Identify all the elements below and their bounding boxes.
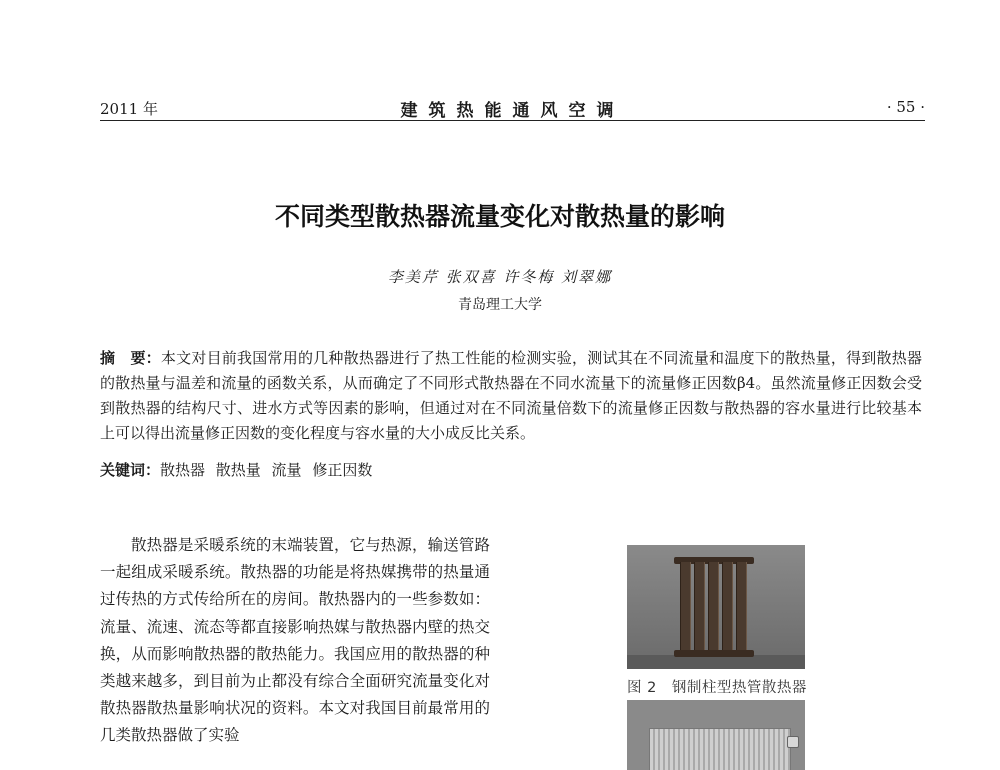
body-paragraph: 散热器是采暖系统的末端装置，它与热源，输送管路一起组成采暖系统。散热器的功能是将热媒携带的热量通过传热的方式传给所在的房间。散热器内的一些参数如：流量、流速、流态等都直接影响热媒与散热器内壁的热交换，从而影响散热器的散热能力。我国应用的散热器的种类越来越多，到目前为止都没有综合全面研究流量变化对散热器散热量影响状况的资料。本文对我国目前最常用的几类散热器做了实验	[100, 536, 490, 745]
keywords	[100, 458, 372, 482]
radiator-column	[680, 562, 691, 652]
radiator-column	[694, 562, 705, 652]
radiator-bottom-header	[674, 650, 754, 657]
paper-title: 不同类型散热器流量变化对散热量的影响	[274, 202, 725, 231]
keywords-label: 关键词：	[100, 461, 161, 479]
header-rule	[100, 120, 925, 121]
abstract-label: 摘 要：	[100, 349, 161, 367]
header-journal-name: 建筑热能通风空调	[400, 101, 625, 121]
figure-2-caption: 图 2 钢制柱型热管散热器	[627, 680, 807, 696]
radiator-column	[708, 562, 719, 652]
radiator-column	[722, 562, 733, 652]
header-page-number: · 55 ·	[886, 98, 925, 116]
keywords-values: 散热器 散热量 流量 修正因数	[160, 461, 373, 479]
affiliation: 青岛理工大学	[458, 297, 542, 313]
figure-2-photo	[627, 545, 805, 669]
photo-floor	[627, 655, 805, 669]
abstract-text: 本文对目前我国常用的几种散热器进行了热工性能的检测实验，测试其在不同流量和温度下的散热量，得到散热器的散热量与温差和流量的函数关系，从而确定了不同形式散热器在不同水流量下的流量修正因数β4。虽然流量修正因数会受到散热器的结构尺寸、进水方式等因素的影响，但通过对在不同流量倍数下的流量修正因数与散热器的容水量进行比较基本上可以得出流量修正因数的变化程度与容水量的大小成反比关系。	[100, 349, 922, 442]
column-radiator-image	[674, 557, 754, 657]
author-list: 李美芹 张双喜 许冬梅 刘翠娜	[387, 268, 613, 286]
radiator-valve-image	[787, 736, 799, 748]
abstract	[100, 346, 922, 446]
header-year: 2011 年	[100, 100, 158, 118]
panel-radiator-image	[649, 728, 791, 770]
radiator-column	[736, 562, 747, 652]
running-header	[100, 96, 925, 120]
